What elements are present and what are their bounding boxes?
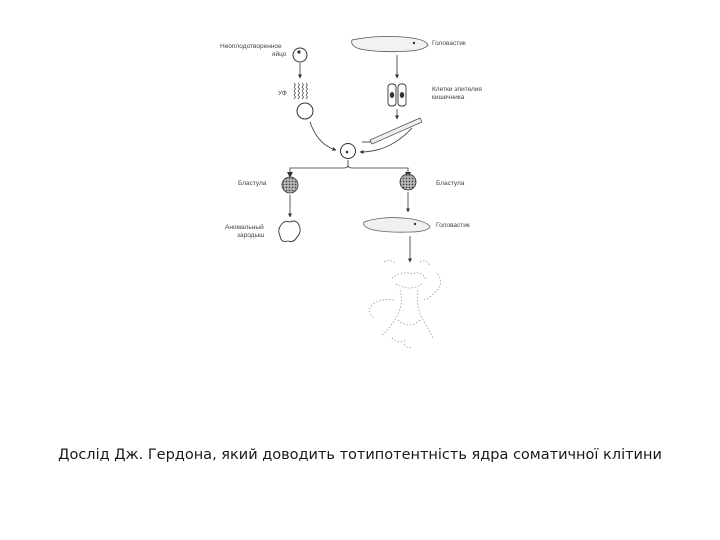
figure-caption: Дослід Дж. Гердона, який доводить тотипотентність ядра соматичної клітини — [58, 447, 662, 463]
label-unfertilized-egg-1: Неоплодотворенное — [220, 43, 282, 50]
tadpole-bottom — [364, 218, 430, 233]
label-intestinal-cells-2: кишечника — [432, 94, 465, 101]
label-abnormal-embryo-1: Аномальный — [225, 224, 264, 231]
label-blastula-right: Бластула — [436, 180, 465, 187]
branching-lines — [290, 160, 408, 176]
label-abnormal-embryo-2: зародыш — [237, 232, 265, 239]
label-uv: УФ — [278, 90, 287, 97]
label-intestinal-cells-1: Клетки эпителия — [432, 86, 482, 93]
blastula-left — [282, 177, 298, 193]
uv-rays — [294, 83, 308, 99]
label-tadpole-top: Головастик — [432, 40, 466, 47]
arrow-pipette-to-egg — [360, 128, 412, 152]
tadpole-top — [352, 36, 428, 51]
intestinal-epithelium-cells — [388, 84, 406, 106]
arrow-egg-to-injection — [310, 122, 336, 150]
adult-frog — [369, 260, 440, 347]
blastula-right — [400, 174, 416, 190]
micropipette — [362, 118, 422, 144]
enucleated-egg — [297, 103, 313, 119]
abnormal-embryo — [279, 221, 300, 242]
label-tadpole-bottom: Головастик — [436, 222, 470, 229]
label-blastula-left: Бластула — [238, 180, 267, 187]
injected-egg — [341, 144, 356, 159]
label-unfertilized-egg-2: яйцо — [272, 51, 287, 58]
unfertilized-egg — [293, 48, 307, 62]
